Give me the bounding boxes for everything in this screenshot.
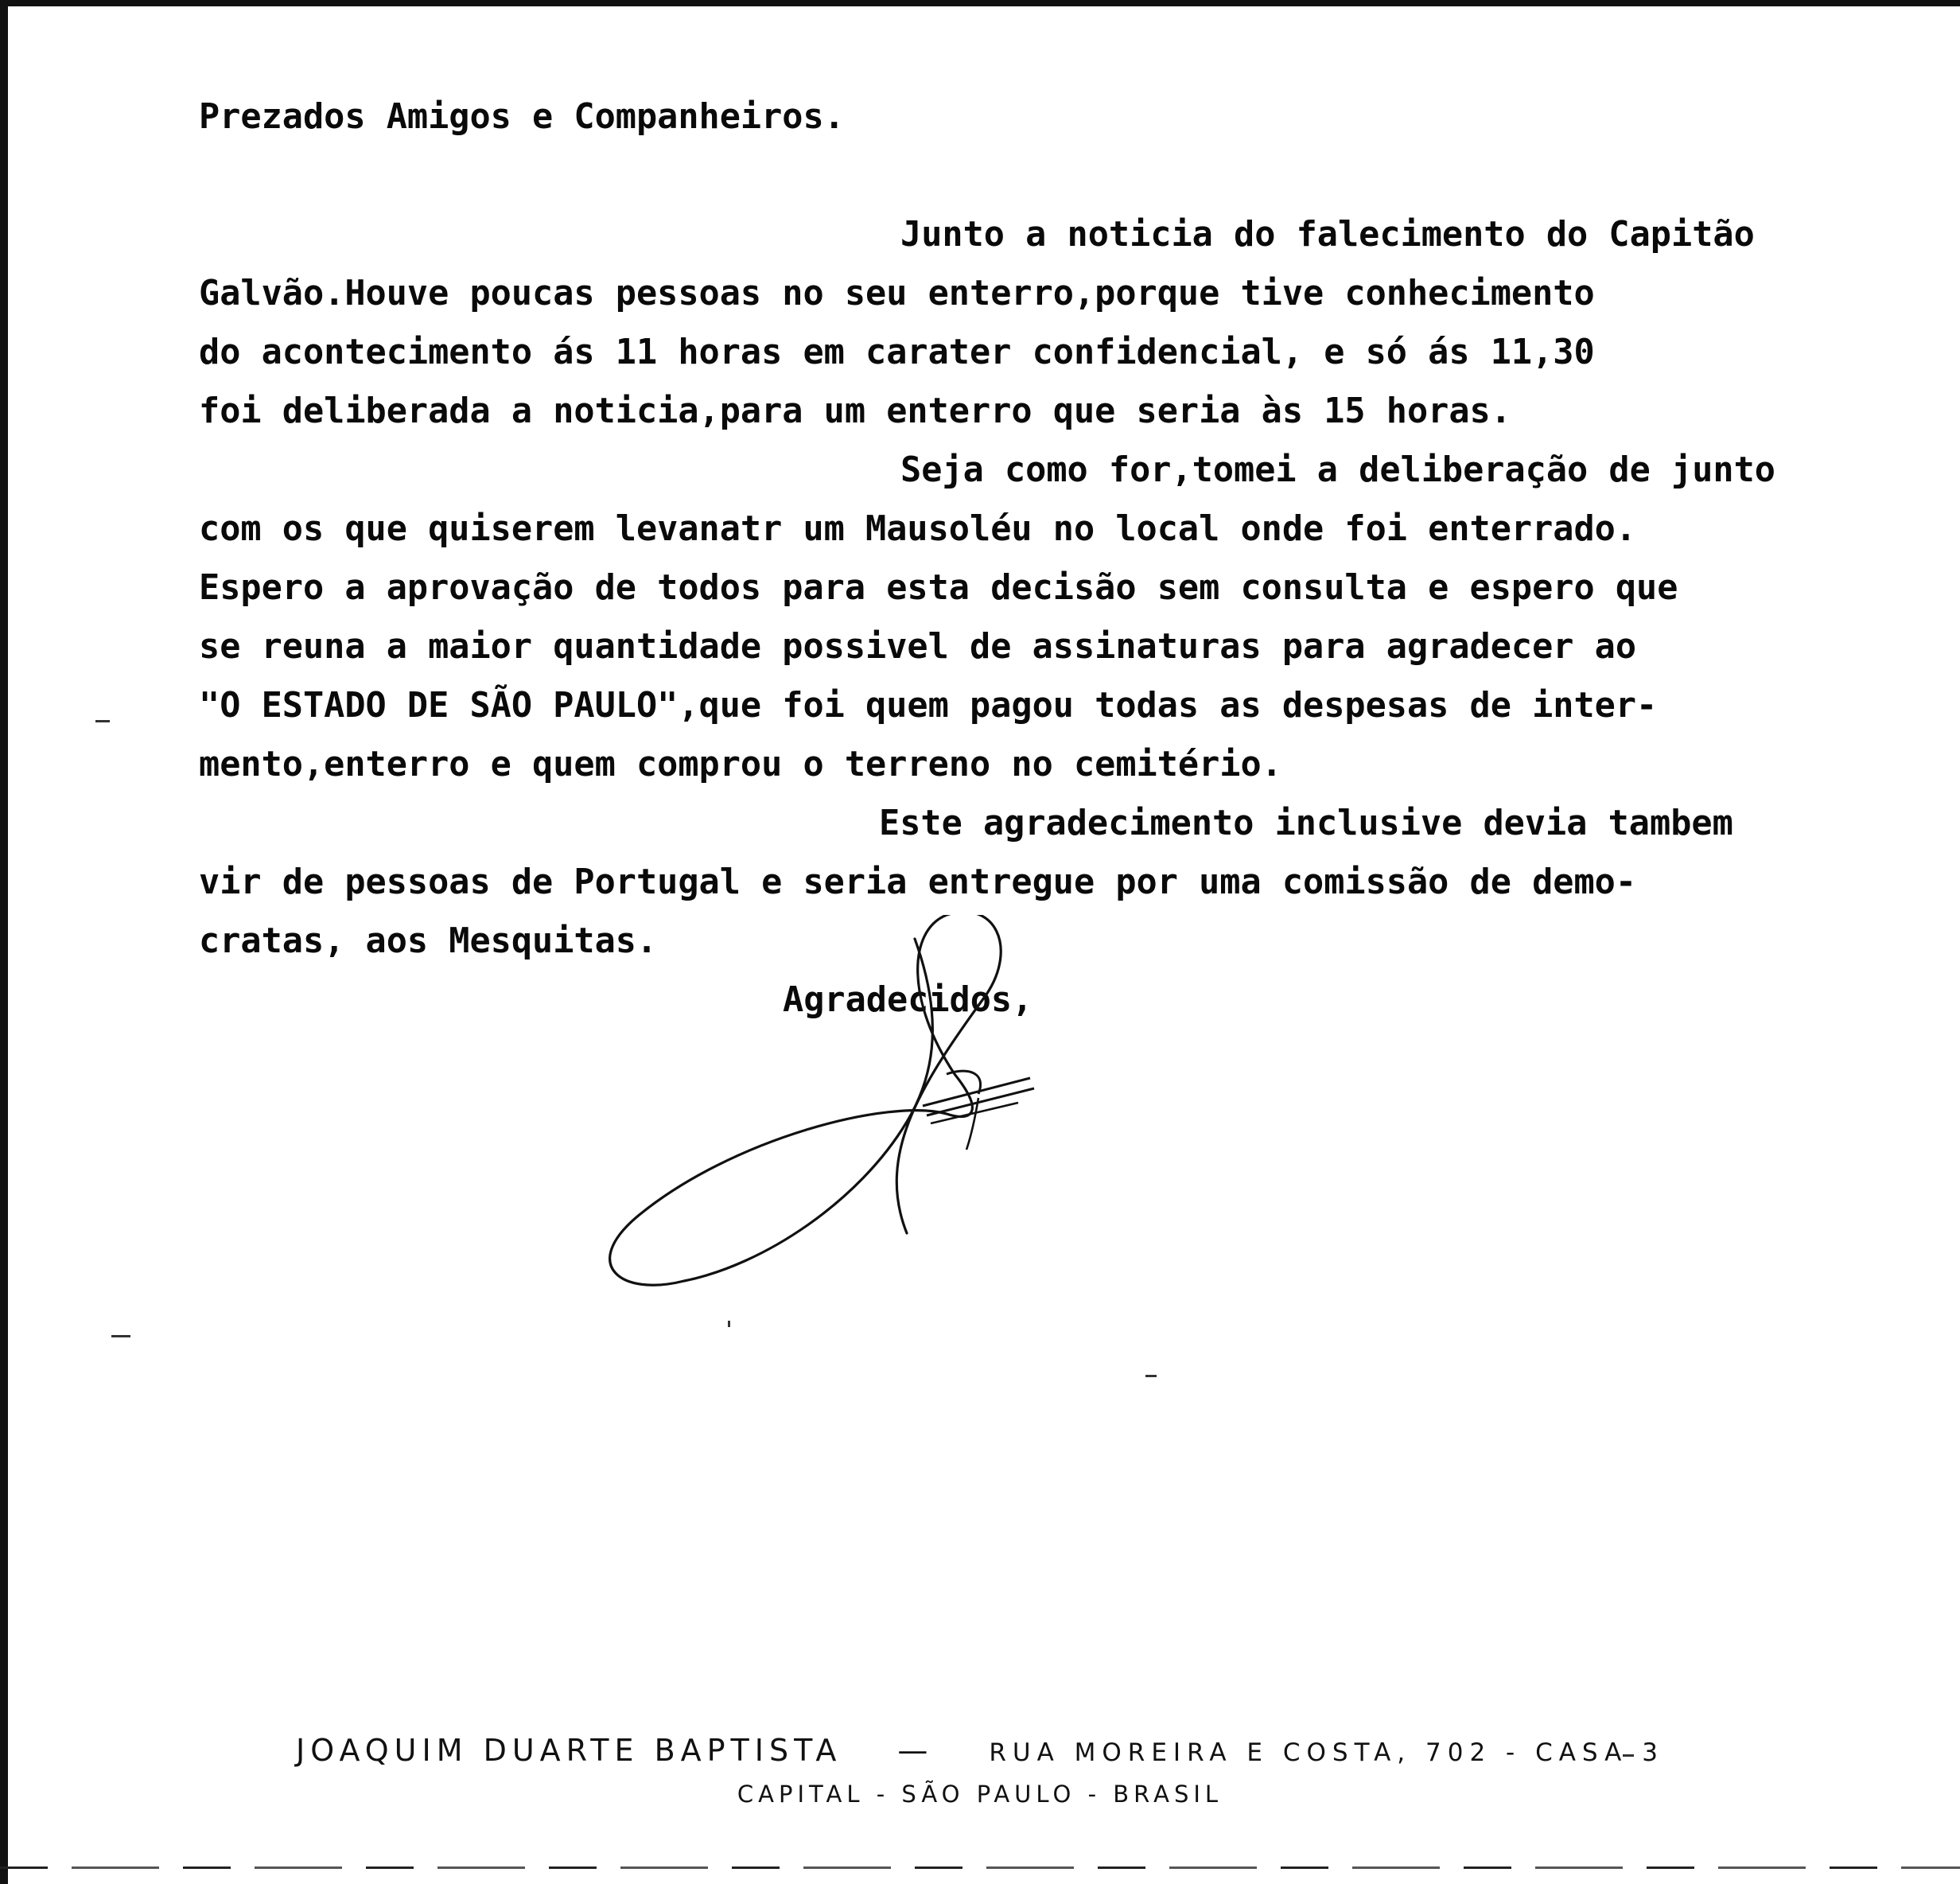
letterhead-dash: —	[897, 1733, 934, 1768]
paragraph-1-line-2: Galvão.Houve poucas pessoas no seu enterro,porque tive conhecimento	[199, 274, 1595, 313]
scan-speck	[728, 1321, 730, 1327]
paragraph-2-line-4: se reuna a maior quantidade possivel de assinaturas para agradecer ao	[199, 627, 1637, 667]
paragraph-2-line-3: Espero a aprovação de todos para esta decisão sem consulta e espero que	[199, 568, 1678, 608]
scan-speck	[111, 1335, 130, 1337]
paragraph-1-line-4: foi deliberada a noticia,para um enterro que seria às 15 horas.	[199, 391, 1511, 431]
closing: Agradecidos,	[783, 980, 1033, 1020]
sender-address: RUA MOREIRA E COSTA, 702 - CASA 3	[989, 1738, 1664, 1767]
paragraph-2-line-1: Seja como for,tomei a deliberação de junto	[900, 450, 1775, 490]
paragraph-2-line-6: mento,enterro e quem comprou o terreno no cemitério.	[199, 745, 1282, 784]
paragraph-2-line-2: com os que quiserem levanatr um Mausoléu no local onde foi enterrado.	[199, 509, 1637, 549]
paragraph-1-line-1: Junto a noticia do falecimento do Capitão	[900, 215, 1755, 255]
scan-edge-top	[0, 0, 1960, 6]
paragraph-1-line-3: do acontecimento ás 11 horas em carater confidencial, e só ás 11,30	[199, 333, 1595, 372]
sender-name: JOAQUIM DUARTE BAPTISTA	[296, 1733, 842, 1768]
paragraph-2-line-5: "O ESTADO DE SÃO PAULO",que foi quem pagou todas as despesas de inter-	[199, 686, 1658, 726]
letterhead-footer	[0, 1726, 1960, 1814]
paragraph-3-line-3: cratas, aos Mesquitas.	[199, 921, 658, 961]
handwritten-signature	[573, 915, 1050, 1289]
scan-edge-left	[0, 0, 8, 1884]
scan-speck	[95, 720, 110, 722]
letter-body	[199, 88, 1909, 1030]
letterhead-line-1	[0, 1726, 1960, 1774]
paragraph-3-line-1: Este agradecimento inclusive devia tambem	[879, 804, 1733, 843]
sender-city: CAPITAL - SÃO PAULO - BRASIL	[737, 1781, 1223, 1808]
greeting: Prezados Amigos e Companheiros.	[199, 97, 845, 137]
scan-edge-bottom	[0, 1866, 1960, 1869]
scan-speck	[1145, 1375, 1157, 1377]
paragraph-3-line-2: vir de pessoas de Portugal e seria entregue por uma comissão de demo-	[199, 862, 1637, 902]
